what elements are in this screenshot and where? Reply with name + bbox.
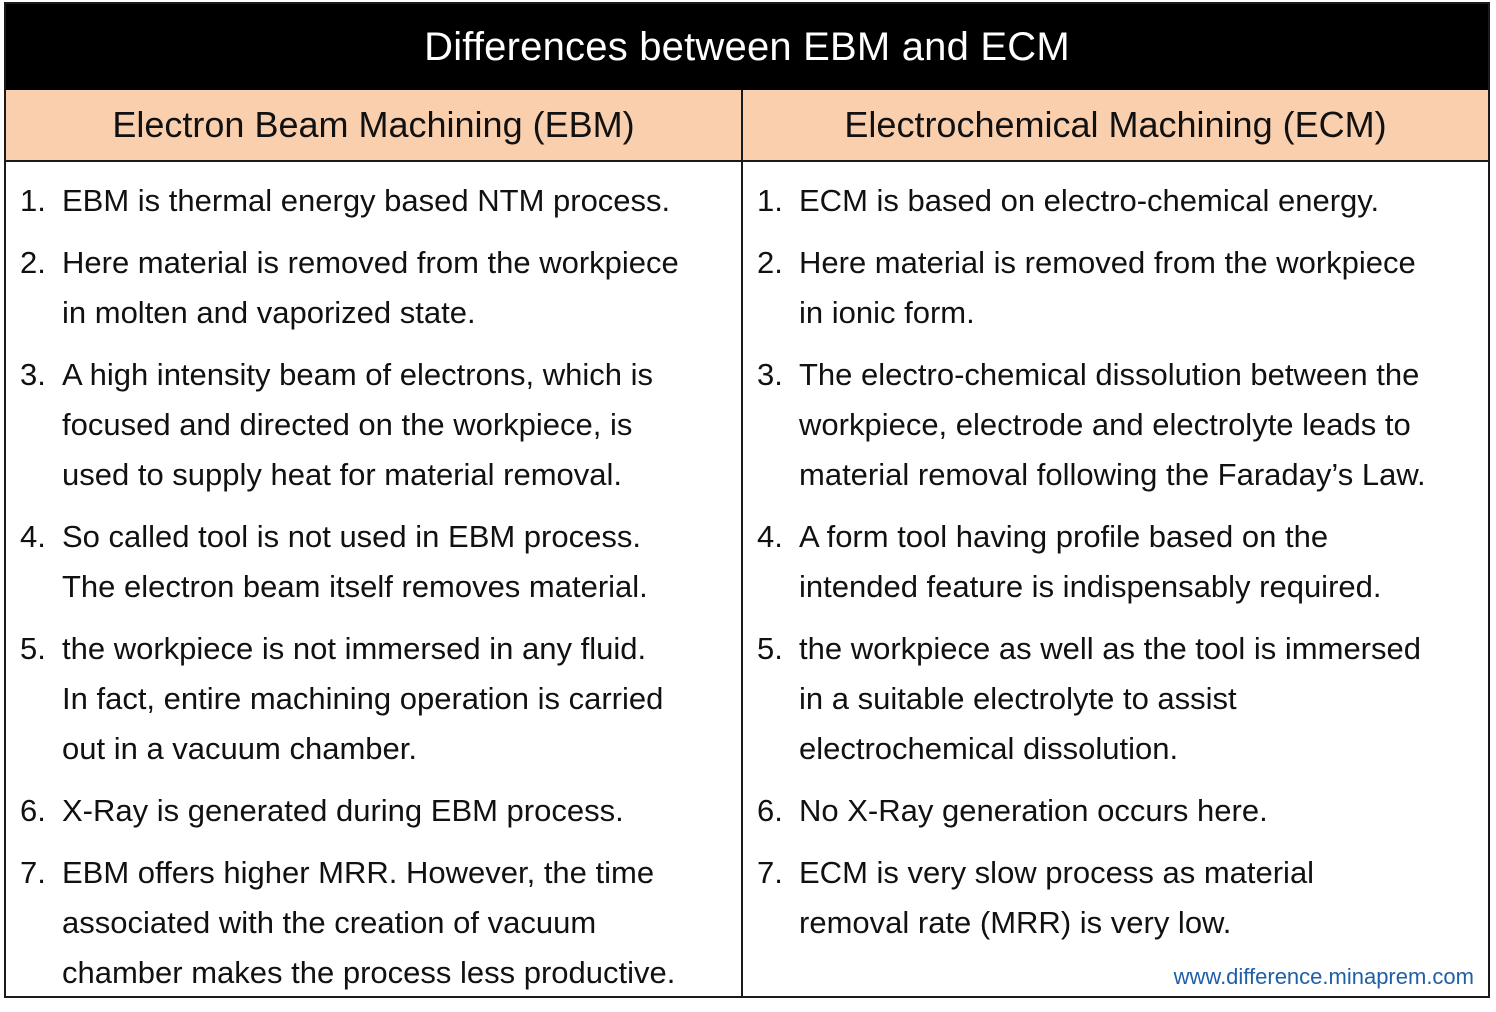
point-text [62,176,670,226]
point-text-line: the workpiece is not immersed in any fluid. [62,631,647,666]
table-title: Differences between EBM and ECM [6,4,1488,90]
comparison-table [4,2,1490,998]
point-text [62,624,663,774]
point-text-line: The electron beam itself removes material. [62,569,648,604]
point-number: 3. [20,357,46,392]
ebm-point-1 [6,176,741,226]
point-text-line: in ionic form. [799,295,975,330]
point-number: 2. [20,245,46,280]
point-text-line: material removal following the Faraday’s Law. [799,457,1426,492]
ebm-point-2 [6,238,741,338]
point-number: 6. [757,793,783,828]
ebm-point-3 [6,350,741,500]
point-text-line: chamber makes the process less productive. [62,955,676,990]
point-text [799,848,1314,948]
point-number: 5. [757,631,783,666]
point-text-line: associated with the creation of vacuum [62,905,597,940]
point-text [62,350,653,500]
point-text [799,786,1268,836]
point-text-line: X-Ray is generated during EBM process. [62,793,624,828]
point-text-line: EBM offers higher MRR. However, the time [62,855,655,890]
point-text-line: used to supply heat for material removal. [62,457,622,492]
column-header-row [6,90,1488,162]
point-text [62,848,675,998]
point-text-line: in a suitable electrolyte to assist [799,681,1237,716]
ecm-point-6 [743,786,1488,836]
point-text-line: So called tool is not used in EBM process. [62,519,641,554]
ecm-column-header: Electrochemical Machining (ECM) [844,104,1387,145]
point-number: 1. [20,183,46,218]
point-text-line: electrochemical dissolution. [799,731,1179,766]
point-text-line: removal rate (MRR) is very low. [799,905,1232,940]
point-number: 4. [20,519,46,554]
ecm-point-1 [743,176,1488,226]
point-text [799,350,1426,500]
ebm-point-5 [6,624,741,774]
ecm-point-2 [743,238,1488,338]
website-watermark: www.difference.minaprem.com [1173,964,1474,989]
point-text [62,238,679,338]
point-text [799,512,1382,612]
point-number: 1. [757,183,783,218]
ecm-point-4 [743,512,1488,612]
point-text [62,786,624,836]
point-text-line: Here material is removed from the workpiece [62,245,679,280]
ecm-point-7 [743,848,1488,948]
point-text-line: In fact, entire machining operation is carried [62,681,664,716]
point-text [799,238,1416,338]
point-text-line: the workpiece as well as the tool is immersed [799,631,1421,666]
ebm-point-7 [6,848,741,998]
ecm-column [743,162,1488,996]
ebm-column [6,162,741,996]
point-number: 3. [757,357,783,392]
point-text-line: out in a vacuum chamber. [62,731,417,766]
point-number: 7. [757,855,783,890]
ecm-point-3 [743,350,1488,500]
point-text-line: workpiece, electrode and electrolyte leads to [799,407,1411,442]
point-text-line: No X-Ray generation occurs here. [799,793,1268,828]
point-text [799,624,1421,774]
point-text-line: ECM is based on electro-chemical energy. [799,183,1380,218]
point-text-line: A form tool having profile based on the [799,519,1329,554]
point-text-line: focused and directed on the workpiece, is [62,407,633,442]
point-text [62,512,648,612]
ebm-point-4 [6,512,741,612]
point-text [799,176,1379,226]
point-text-line: A high intensity beam of electrons, which is [62,357,654,392]
point-number: 4. [757,519,783,554]
point-number: 2. [757,245,783,280]
ebm-point-6 [6,786,741,836]
point-number: 7. [20,855,46,890]
point-text-line: Here material is removed from the workpiece [799,245,1416,280]
point-number: 6. [20,793,46,828]
ebm-column-header: Electron Beam Machining (EBM) [112,104,635,145]
point-text-line: EBM is thermal energy based NTM process. [62,183,671,218]
point-text-line: The electro-chemical dissolution between the [799,357,1420,392]
point-text-line: intended feature is indispensably required. [799,569,1382,604]
point-text-line: ECM is very slow process as material [799,855,1315,890]
point-number: 5. [20,631,46,666]
point-text-line: in molten and vaporized state. [62,295,476,330]
ecm-point-5 [743,624,1488,774]
